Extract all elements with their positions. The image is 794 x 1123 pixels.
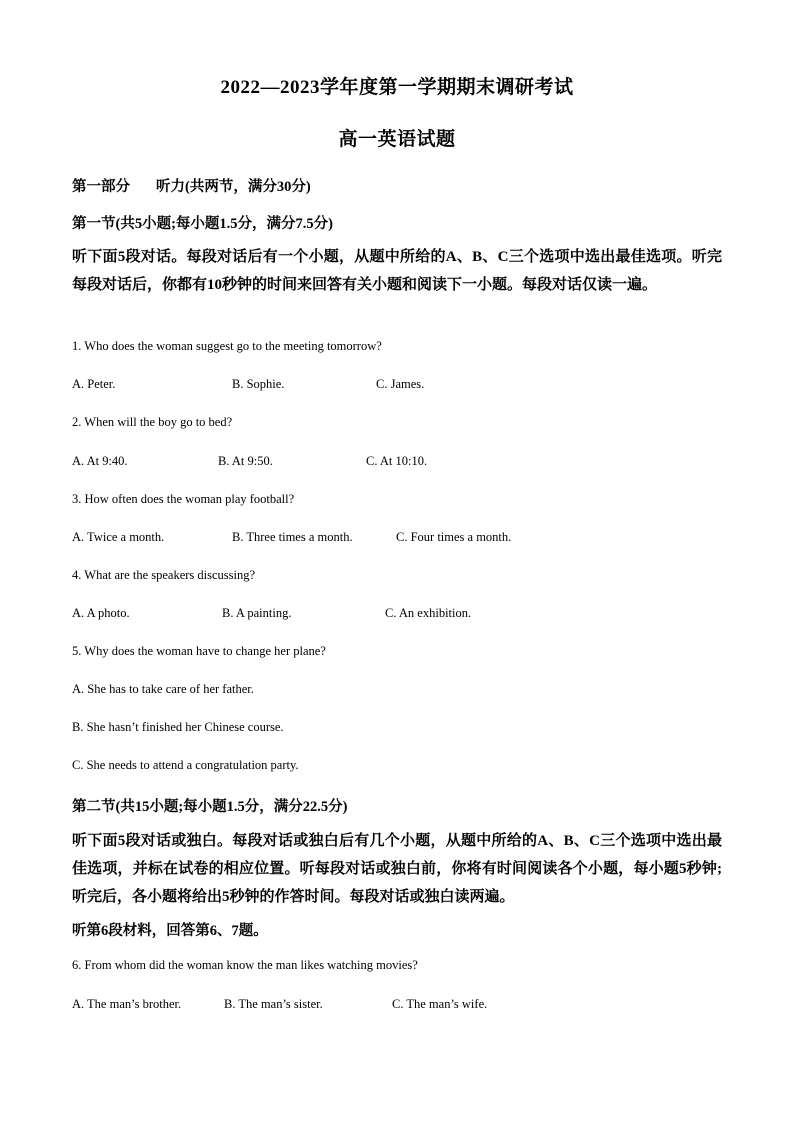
question-1-option-b: B. Sophie. (232, 377, 285, 391)
exam-subtitle: 高一英语试题 (338, 129, 456, 150)
question-5-option-a: A. She has to take care of her father. (72, 682, 254, 696)
section1-heading: 第一节(共5小题;每小题1.5分，满分7.5分) (72, 216, 333, 232)
question-3-option-c: C. Four times a month. (396, 530, 512, 544)
part1-label: 第一部分 (72, 179, 130, 195)
question-6-stem: 6. From whom did the woman know the man likes watching movies? (72, 958, 418, 972)
question-4-stem: 4. What are the speakers discussing? (72, 568, 256, 582)
question-1-option-a: A. Peter. (72, 377, 116, 391)
question-1-option-c: C. James. (376, 377, 425, 391)
question-5-stem: 5. Why does the woman have to change her plane? (72, 644, 326, 658)
question-3-option-b: B. Three times a month. (232, 530, 353, 544)
section2-instructions: 听下面5段对话或独白。每段对话或独白后有几个小题，从题中所给的A、B、C三个选项中选出最佳选项，并标在试卷的相应位置。听每段对话或独白前，你将有时间阅读各个小题，每小题5秒钟;听完后，各小题将给出5秒钟的作答时间。每段对话或独白读两遍。 (72, 833, 722, 905)
question-2-option-c: C. At 10:10. (366, 454, 428, 468)
exam-title: 2022—2023学年度第一学期期末调研考试 (220, 77, 574, 98)
question-6-option-b: B. The man’s sister. (224, 997, 323, 1011)
question-5-option-b: B. She hasn’t finished her Chinese course. (72, 720, 284, 734)
question-2-stem: 2. When will the boy go to bed? (72, 415, 233, 429)
question-2-option-b: B. At 9:50. (218, 454, 273, 468)
part1-name: 听力(共两节，满分30分) (156, 179, 311, 195)
question-6-option-c: C. The man’s wife. (392, 997, 488, 1011)
question-3-option-a: A. Twice a month. (72, 530, 165, 544)
question-4-option-c: C. An exhibition. (385, 606, 472, 620)
question-6-option-a: A. The man’s brother. (72, 997, 182, 1011)
question-5-option-c: C. She needs to attend a congratulation party. (72, 758, 299, 772)
question-3-stem: 3. How often does the woman play football? (72, 492, 295, 506)
question-1-stem: 1. Who does the woman suggest go to the meeting tomorrow? (72, 339, 382, 353)
section2-material-note: 听第6段材料，回答第6、7题。 (72, 923, 268, 939)
question-4-option-b: B. A painting. (222, 606, 292, 620)
section1-instructions: 听下面5段对话。每段对话后有一个小题，从题中所给的A、B、C三个选项中选出最佳选项。听完每段对话后，你都有10秒钟的时间来回答有关小题和阅读下一小题。每段对话仅读一遍。 (72, 249, 722, 293)
question-2-option-a: A. At 9:40. (72, 454, 128, 468)
part1-heading (72, 175, 311, 196)
question-4-option-a: A. A photo. (72, 606, 130, 620)
section2-heading: 第二节(共15小题;每小题1.5分，满分22.5分) (72, 799, 348, 815)
